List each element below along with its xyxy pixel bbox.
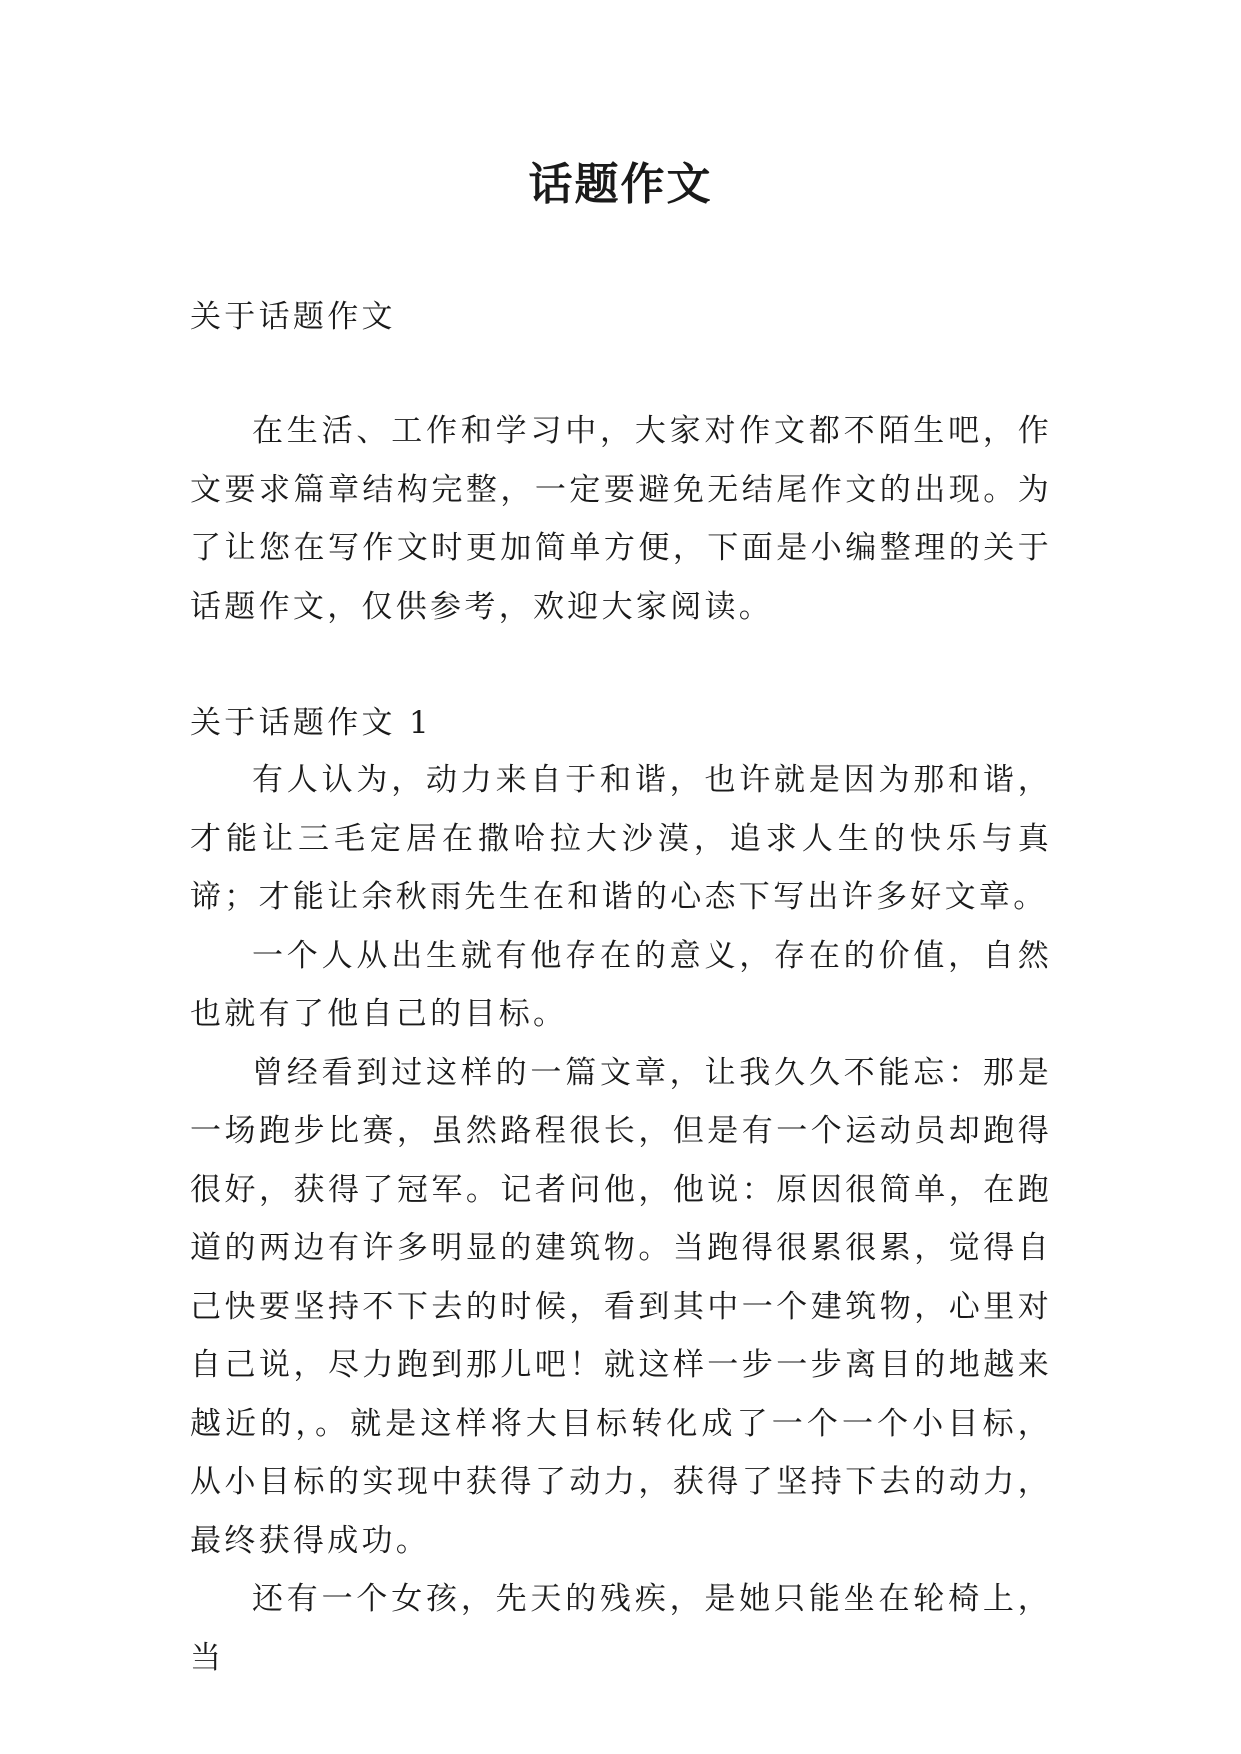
document-title: 话题作文: [528, 159, 713, 210]
intro-paragraph: 在生活、工作和学习中，大家对作文都不陌生吧，作文要求篇章结构完整，一定要避免无结尾作文的出现。为了让您在写作文时更加简单方便，下面是小编整理的关于话题作文，仅供参考，欢迎大家阅读。: [190, 413, 1052, 625]
section-heading: 关于话题作文 1: [190, 705, 432, 741]
body-paragraph: 还有一个女孩，先天的残疾，是她只能坐在轮椅上，当: [190, 1581, 1052, 1676]
section-body: [190, 751, 1052, 1687]
body-paragraph: 曾经看到过这样的一篇文章，让我久久不能忘：那是一场跑步比赛，虽然路程很长，但是有一个运动员却跑得很好，获得了冠军。记者问他，他说：原因很简单，在跑道的两边有许多明显的建筑物。当跑得很累很累，觉得自己快要坚持不下去的时候，看到其中一个建筑物，心里对自己说，尽力跑到那儿吧！就这样一步一步离目的地越来越近的，。就是这样将大目标转化成了一个一个小目标，从小目标的实现中获得了动力，获得了坚持下去的动力，最终获得成功。: [190, 1054, 1052, 1559]
body-paragraph: 有人认为，动力来自于和谐，也许就是因为那和谐，才能让三毛定居在撒哈拉大沙漠，追求人生的快乐与真谛；才能让余秋雨先生在和谐的心态下写出许多好文章。: [190, 762, 1052, 915]
body-paragraph: 一个人从出生就有他存在的意义，存在的价值，自然也就有了他自己的目标。: [190, 937, 1052, 1032]
document-subtitle: 关于话题作文: [190, 299, 396, 335]
